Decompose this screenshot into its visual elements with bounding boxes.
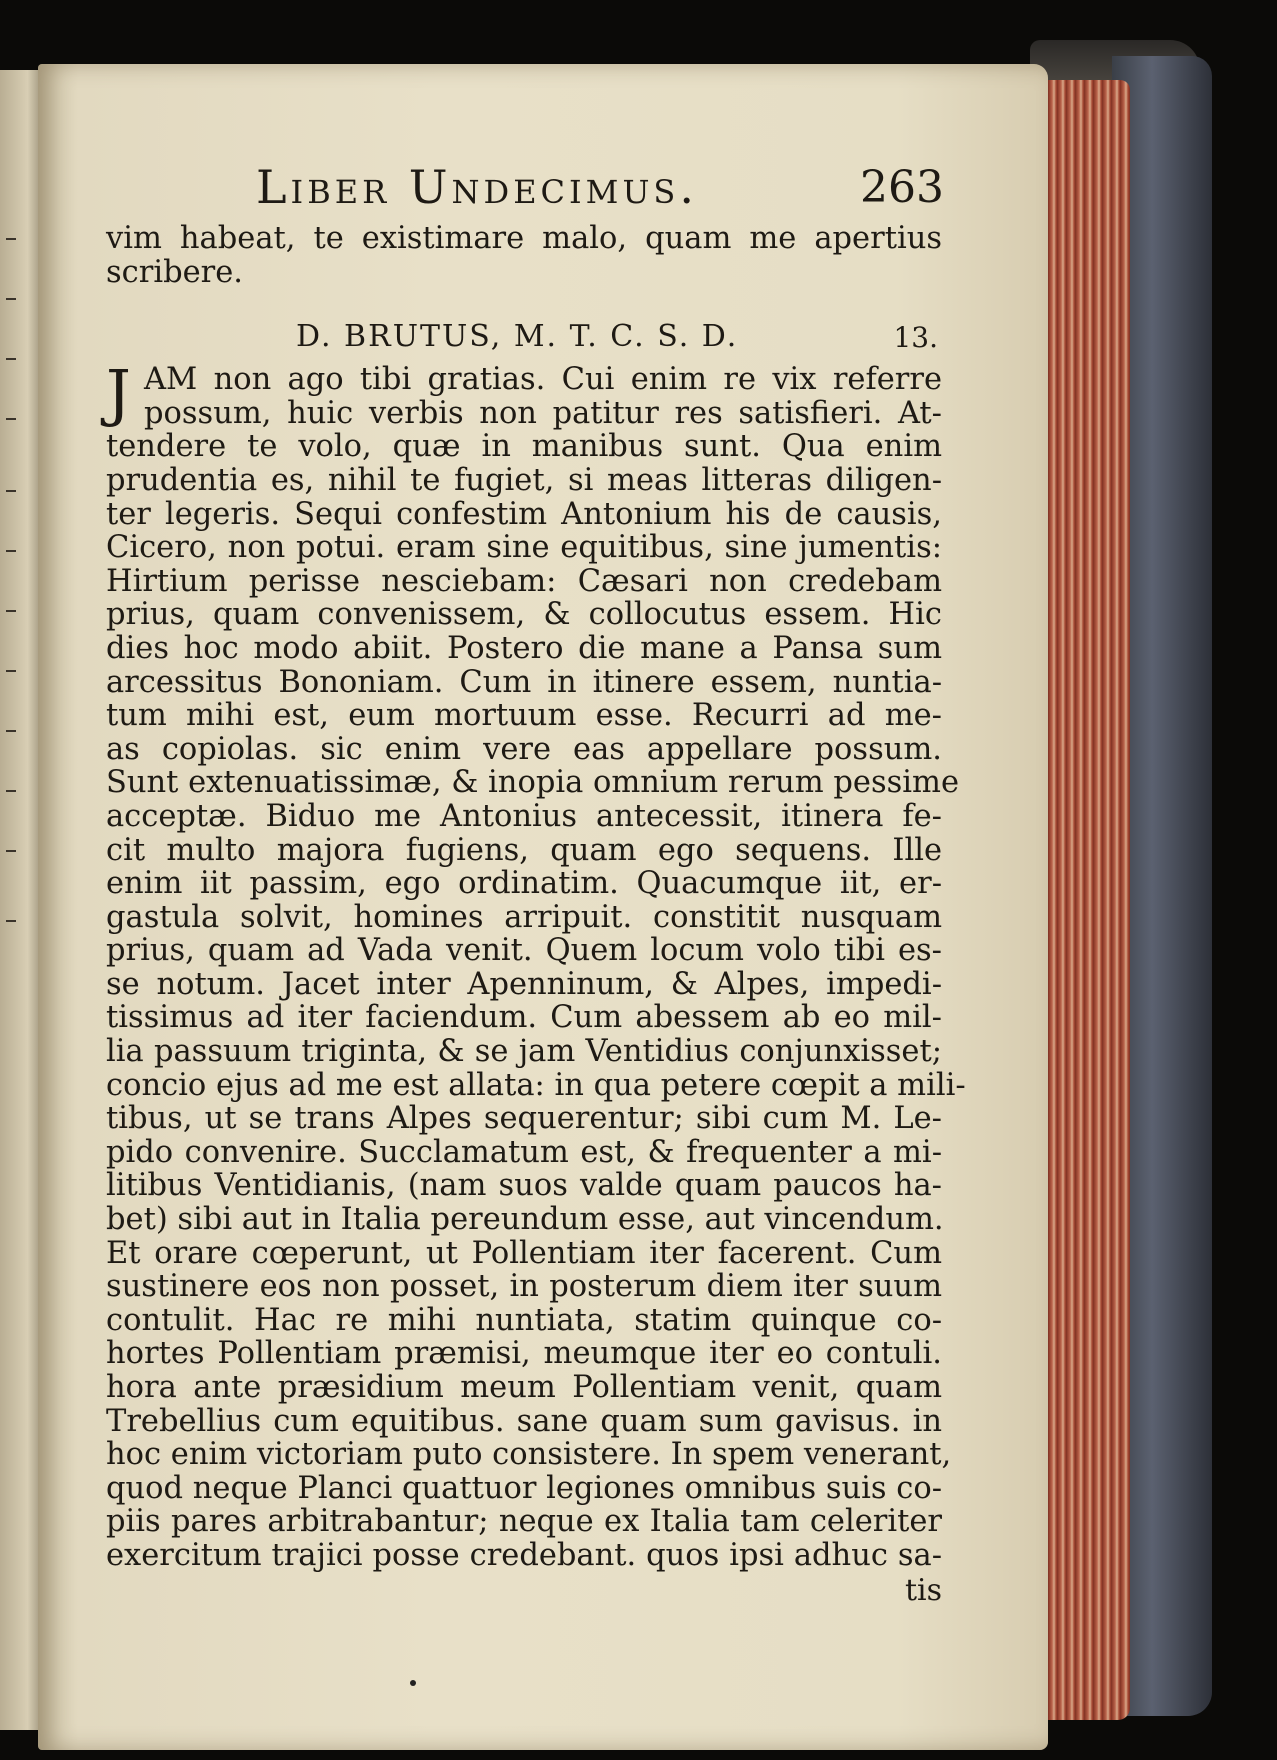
text-line: se notum. Jacet inter Apenninum, & Alpes, impedi- bbox=[106, 966, 942, 1002]
text-line: hora ante præsidium meum Pollentiam venit, quam bbox=[106, 1370, 942, 1405]
text-line: gastula solvit, homines arripuit. constitit nusquam bbox=[106, 899, 942, 935]
text-line: vim habeat, te existimare malo, quam me apertius bbox=[106, 221, 942, 256]
text-line: Et orare cœperunt, ut Pollentiam iter facerent. Cum bbox=[106, 1235, 942, 1271]
text-line: lia passuum triginta, & se jam Ventidius conjunxisset; bbox=[106, 1034, 942, 1070]
text-line: tendere te volo, quæ in manibus sunt. Qua enim bbox=[106, 429, 942, 465]
text-line: acceptæ. Biduo me Antonius antecessit, itinera fe- bbox=[106, 798, 942, 834]
letter-heading bbox=[106, 313, 942, 359]
running-head bbox=[106, 160, 942, 222]
running-head-title: Liber Undecimus. bbox=[256, 160, 698, 214]
text-line: tum mihi est, eum mortuum esse. Recurri ad me- bbox=[106, 698, 942, 734]
text-line: prudentia es, nihil te fugiet, si meas litteras diligen- bbox=[106, 462, 942, 498]
text-line: bet) sibi aut in Italia pereundum esse, aut vincendum. bbox=[106, 1202, 944, 1238]
text-line: scribere. bbox=[106, 254, 243, 290]
catchword: tis bbox=[904, 1572, 942, 1608]
text-line: Trebellius cum equitibus. sane quam sum gavisus. in bbox=[106, 1403, 942, 1439]
letter-number: 13. bbox=[893, 321, 938, 355]
page-number: 263 bbox=[860, 162, 944, 213]
text-line: quod neque Planci quattuor legiones omnibus suis co- bbox=[106, 1470, 942, 1506]
text-line: cit multo majora fugiens, quam ego sequens. Ille bbox=[106, 832, 942, 868]
text-line: enim iit passim, ego ordinatim. Quacumque iit, er- bbox=[106, 866, 942, 902]
text-line: possum, huic verbis non patitur res satisfieri. At- bbox=[144, 395, 942, 431]
text-line: Cicero, non potui. eram sine equitibus, sine jumentis: bbox=[106, 530, 942, 566]
text-line: prius, quam ad Vada venit. Quem locum volo tibi es- bbox=[106, 933, 942, 969]
text-line: tissimus ad iter faciendum. Cum abessem ab eo mil- bbox=[106, 1000, 942, 1036]
first-line-text: AM non ago tibi gratias. Cui enim re vix referre bbox=[144, 362, 942, 398]
drop-cap: J bbox=[106, 356, 131, 430]
text-line: dies hoc modo abiit. Postero die mane a Pansa sum bbox=[106, 630, 942, 666]
ink-dot bbox=[410, 1680, 416, 1686]
text-line: prius, quam convenissem, & collocutus essem. Hic bbox=[106, 597, 942, 633]
text-line: arcessitus Bononiam. Cum in itinere essem, nuntia- bbox=[106, 664, 942, 700]
text-line: contulit. Hac re mihi nuntiata, statim quinque co- bbox=[106, 1302, 942, 1338]
text-line: as copiolas. sic enim vere eas appellare possum. bbox=[106, 731, 942, 767]
catchword-row bbox=[106, 1573, 942, 1609]
text-line: piis pares arbitrabantur; neque ex Italia tam celeriter bbox=[106, 1504, 942, 1540]
text-line: ter legeris. Sequi confestim Antonium his de causis, bbox=[106, 496, 942, 532]
text-line: hortes Pollentiam præmisi, meumque iter eo contuli. bbox=[106, 1336, 942, 1372]
text-line: sustinere eos non posset, in posterum diem iter suum bbox=[106, 1269, 942, 1305]
letter-salutation: D. BRUTUS, M. T. C. S. D. bbox=[296, 319, 739, 355]
text-line: Sunt extenuatissimæ, & inopia omnium rerum pessime bbox=[106, 765, 959, 801]
text-line: pido convenire. Succlamatum est, & frequenter a mi- bbox=[106, 1134, 942, 1170]
text-line: litibus Ventidianis, (nam suos valde quam paucos ha- bbox=[106, 1168, 942, 1204]
text-line: Hirtium perisse nesciebam: Cæsari non credebam bbox=[106, 563, 942, 599]
text-line: concio ejus ad me est allata: in qua petere cœpit a mili- bbox=[106, 1067, 966, 1103]
text-line: exercitum trajici posse credebant. quos ipsi adhuc sa- bbox=[106, 1537, 942, 1573]
page-edges bbox=[1040, 80, 1130, 1720]
text-line: tibus, ut se trans Alpes sequerentur; sibi cum M. Le- bbox=[106, 1101, 942, 1137]
page-text bbox=[106, 160, 966, 1609]
letter-body bbox=[106, 395, 966, 1573]
text-line: hoc enim victoriam puto consistere. In spem venerant, bbox=[106, 1437, 952, 1473]
